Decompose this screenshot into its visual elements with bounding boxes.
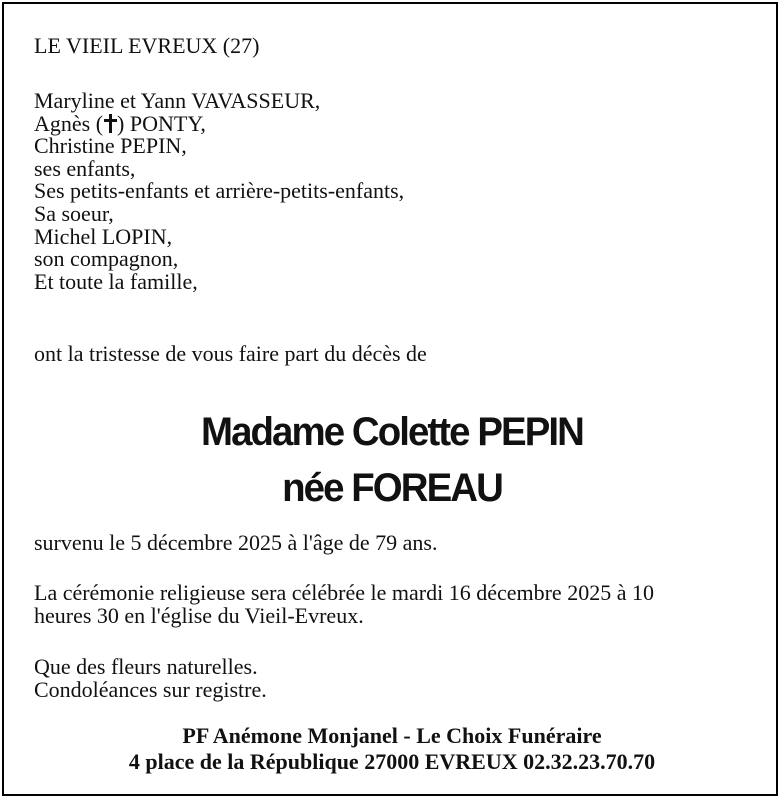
- deceased-name: Madame Colette PEPIN: [201, 410, 583, 454]
- funeral-home-name: PF Anémone Monjanel - Le Choix Funéraire: [182, 723, 602, 748]
- location-line: [34, 35, 259, 58]
- family-line: Christine PEPIN,: [34, 133, 187, 159]
- funeral-home-block: [4, 723, 780, 775]
- family-line: Michel LOPIN,: [34, 223, 173, 249]
- announcement-line: [34, 343, 427, 366]
- obituary-notice: [2, 2, 778, 796]
- maiden-name: née FOREAU: [282, 466, 502, 510]
- family-list: [34, 90, 404, 293]
- ceremony-paragraph: [34, 582, 654, 627]
- announcement-text: ont la tristesse de vous faire part du décès de: [34, 341, 427, 366]
- funeral-home-address: 4 place de la République 27000 EVREUX 02.32.23.70.70: [128, 749, 656, 774]
- family-line-part: Agnès (: [34, 110, 104, 136]
- location-text: LE VIEIL EVREUX (27): [34, 33, 260, 58]
- family-line: Ses petits-enfants et arrière-petits-enfants,: [34, 178, 405, 204]
- flowers-text: Que des fleurs naturelles.: [34, 654, 258, 679]
- ceremony-line: La cérémonie religieuse sera célébrée le mardi 16 décembre 2025 à 10: [34, 580, 654, 605]
- death-info-text: survenu le 5 décembre 2025 à l'âge de 79 ans.: [34, 530, 438, 555]
- deceased-name-block: [4, 404, 780, 516]
- family-line: son compagnon,: [34, 246, 179, 272]
- family-line: Maryline et Yann VAVASSEUR,: [34, 88, 321, 113]
- death-info-line: [34, 532, 438, 555]
- cross-icon: [104, 114, 116, 133]
- wishes-paragraph: [34, 656, 267, 701]
- ceremony-line: heures 30 en l'église du Vieil-Evreux.: [34, 602, 364, 628]
- family-line: ses enfants,: [34, 155, 136, 181]
- family-line: Et toute la famille,: [34, 268, 198, 294]
- condolences-text: Condoléances sur registre.: [34, 676, 267, 702]
- family-line-part: ) PONTY,: [117, 110, 206, 136]
- family-line: Sa soeur,: [34, 200, 114, 226]
- family-line-with-cross: [34, 110, 404, 136]
